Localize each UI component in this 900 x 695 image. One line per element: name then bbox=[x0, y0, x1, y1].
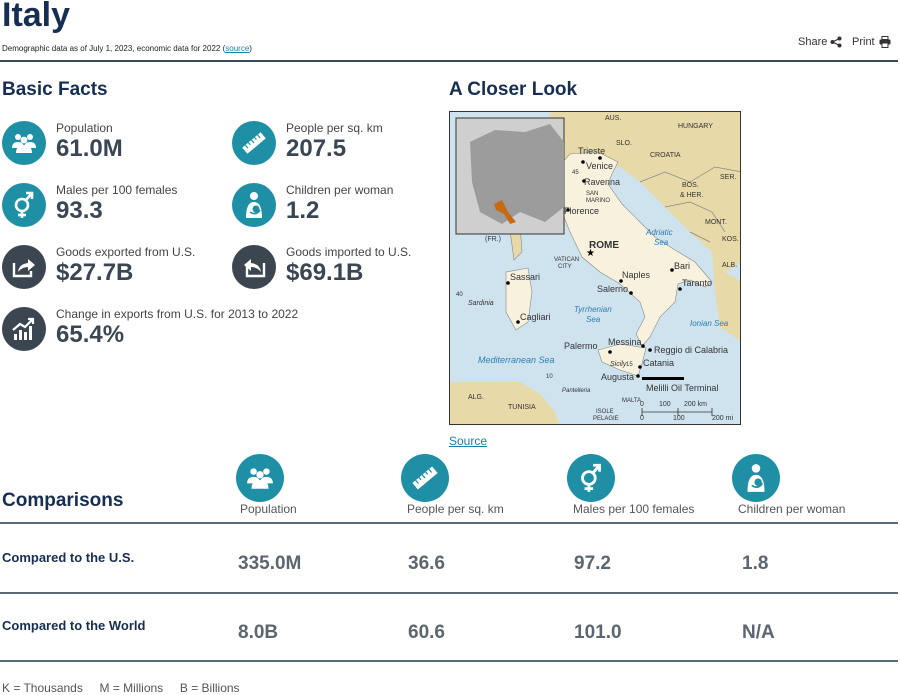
map-label-naples: Naples bbox=[622, 270, 651, 280]
table-divider bbox=[0, 592, 898, 594]
map-label-cagliari: Cagliari bbox=[520, 312, 551, 322]
map-label-city: CITY bbox=[558, 264, 572, 270]
map-grid-15: 15 bbox=[626, 362, 633, 368]
map-label-med: Mediterranean Sea bbox=[478, 355, 555, 365]
fact-value: 61.0M bbox=[56, 135, 123, 162]
map-scale-mi-100: 100 bbox=[673, 415, 685, 422]
map-label-fr: (FR.) bbox=[485, 236, 501, 243]
cell-us-density: 36.6 bbox=[408, 553, 445, 574]
fact-label: People per sq. km bbox=[286, 121, 383, 135]
column-header-density: People per sq. km bbox=[407, 502, 504, 516]
fact-value: 1.2 bbox=[286, 197, 320, 224]
share-label: Share bbox=[798, 36, 828, 48]
cell-world-density: 60.6 bbox=[408, 622, 445, 643]
fact-population bbox=[2, 121, 123, 165]
map-scale-mi-0: 0 bbox=[640, 415, 644, 422]
map-label-venice: Venice bbox=[586, 161, 614, 171]
fact-imports bbox=[232, 245, 411, 289]
header-divider bbox=[0, 60, 898, 62]
page-subtitle bbox=[2, 44, 252, 53]
map-label-florence: Florence bbox=[564, 206, 600, 216]
people-icon bbox=[2, 121, 46, 165]
map-label-aus: AUS. bbox=[605, 115, 622, 122]
ruler-icon bbox=[232, 121, 276, 165]
map-scale-km-200: 200 km bbox=[684, 401, 707, 408]
subtitle-text: Demographic data as of July 1, 2023, economic data for 2022 ( bbox=[2, 44, 226, 53]
table-divider bbox=[0, 660, 898, 662]
map-label-ravenna: Ravenna bbox=[584, 177, 621, 187]
table-divider bbox=[0, 522, 898, 524]
map-label-sicily: Sicily bbox=[610, 361, 627, 368]
fact-value: $69.1B bbox=[286, 259, 364, 286]
column-header-fertility: Children per woman bbox=[738, 502, 846, 516]
subtitle-source-link[interactable]: source bbox=[225, 44, 250, 53]
map-label-salerno: Salerno bbox=[597, 284, 629, 294]
fact-label: Population bbox=[56, 121, 113, 135]
map-label-pelagie: PELAGIE bbox=[593, 416, 619, 422]
map-label-catania: Catania bbox=[643, 358, 675, 368]
map-label-tyrrhenian-sea: Sea bbox=[586, 315, 601, 324]
map-label-san: SAN bbox=[586, 191, 599, 197]
cell-world-fertility: N/A bbox=[742, 622, 775, 643]
fact-density bbox=[232, 121, 383, 165]
fact-exports bbox=[2, 245, 195, 289]
map-scale-mi-200: 200 mi bbox=[712, 415, 734, 422]
map-label-croatia: CROATIA bbox=[650, 152, 681, 159]
fact-label: Change in exports from U.S. for 2013 to 2022 bbox=[56, 307, 299, 321]
mother-child-icon bbox=[732, 454, 780, 502]
map-label-mont: MONT. bbox=[705, 219, 727, 226]
map-label-taranto: Taranto bbox=[682, 278, 713, 288]
cell-us-fertility: 1.8 bbox=[742, 553, 769, 574]
map-label-rome: ROME bbox=[589, 240, 619, 251]
map-label-adriatic: Adriatic bbox=[646, 228, 673, 237]
map-scale-km-0: 0 bbox=[640, 401, 644, 408]
print-label: Print bbox=[852, 36, 875, 48]
country-map bbox=[449, 111, 741, 425]
cell-us-sex-ratio: 97.2 bbox=[574, 553, 611, 574]
fact-export-change bbox=[2, 307, 298, 351]
map-label-slo: SLO. bbox=[616, 140, 632, 147]
svg-text:★: ★ bbox=[586, 248, 595, 259]
map-label-ser: SER. bbox=[720, 174, 737, 181]
fact-label: Males per 100 females bbox=[56, 183, 178, 197]
map-label-isole: ISOLE bbox=[596, 409, 614, 415]
basic-facts-heading: Basic Facts bbox=[2, 79, 108, 100]
map-label-hungary: HUNGARY bbox=[678, 123, 713, 130]
comparisons-heading: Comparisons bbox=[2, 490, 124, 511]
fact-value: $27.7B bbox=[56, 259, 134, 286]
gender-icon bbox=[567, 454, 615, 502]
map-label-tunisia: TUNISIA bbox=[508, 404, 536, 411]
fact-value: 93.3 bbox=[56, 197, 103, 224]
fact-sex-ratio bbox=[2, 183, 177, 227]
map-label-alb: ALB. bbox=[722, 262, 738, 269]
printer-icon bbox=[879, 36, 891, 48]
cell-world-population: 8.0B bbox=[238, 622, 279, 643]
map-label-melilli: Melilli Oil Terminal bbox=[646, 383, 719, 393]
map-grid-40: 40 bbox=[456, 292, 463, 298]
map-label-messina: Messina bbox=[608, 337, 642, 347]
page-title: Italy bbox=[2, 0, 71, 34]
export-icon bbox=[2, 245, 46, 289]
map-label-tyrrhenian: Tyrrhenian bbox=[574, 305, 612, 314]
map-label-bos: BOS. bbox=[682, 182, 699, 189]
fact-fertility bbox=[232, 183, 393, 227]
fact-label: Goods imported to U.S. bbox=[286, 245, 412, 259]
map-label-sardinia: Sardinia bbox=[468, 300, 494, 307]
map-label-kos: KOS. bbox=[722, 236, 739, 243]
map-label-vatican: VATICAN bbox=[554, 257, 580, 263]
mother-child-icon bbox=[232, 183, 276, 227]
map-scale-km-100: 100 bbox=[659, 401, 671, 408]
fact-value: 65.4% bbox=[56, 321, 125, 348]
share-icon bbox=[830, 36, 842, 48]
map-label-alg: ALG. bbox=[468, 394, 484, 401]
map-label-augusta: Augusta bbox=[601, 372, 635, 382]
cell-us-population: 335.0M bbox=[238, 553, 302, 574]
map-label-bari: Bari bbox=[674, 261, 691, 271]
map-label-adriatic-sea: Sea bbox=[654, 238, 669, 247]
units-legend: K = Thousands M = Millions B = Billions bbox=[2, 681, 240, 695]
map-source-link[interactable]: Source bbox=[449, 434, 488, 448]
column-header-population: Population bbox=[240, 502, 297, 516]
ruler-icon bbox=[401, 454, 449, 502]
map-grid-45: 45 bbox=[572, 170, 579, 176]
closer-look-heading: A Closer Look bbox=[449, 79, 578, 100]
map-grid-10: 10 bbox=[546, 374, 553, 380]
map-label-her: & HER. bbox=[680, 192, 704, 199]
cell-world-sex-ratio: 101.0 bbox=[574, 622, 622, 643]
map-label-ionian: Ionian Sea bbox=[690, 319, 729, 328]
fact-label: Children per woman bbox=[286, 183, 394, 197]
people-icon bbox=[236, 454, 284, 502]
map-label-pantelleria: Pantelleria bbox=[562, 388, 591, 394]
column-header-sex-ratio: Males per 100 females bbox=[573, 502, 695, 516]
row-label-world: Compared to the World bbox=[2, 618, 146, 633]
import-icon bbox=[232, 245, 276, 289]
map-label-trieste: Trieste bbox=[578, 146, 606, 156]
map-label-marino: MARINO bbox=[586, 198, 610, 204]
print-button[interactable] bbox=[852, 36, 891, 48]
fact-label: Goods exported from U.S. bbox=[56, 245, 196, 259]
growth-chart-icon bbox=[2, 307, 46, 351]
gender-icon bbox=[2, 183, 46, 227]
subtitle-close: ) bbox=[249, 44, 252, 53]
map-label-sassari: Sassari bbox=[510, 272, 541, 282]
map-label-palermo: Palermo bbox=[564, 341, 598, 351]
map-label-reggio: Reggio di Calabria bbox=[654, 345, 729, 355]
row-label-us: Compared to the U.S. bbox=[2, 550, 135, 565]
fact-value: 207.5 bbox=[286, 135, 347, 162]
map-label-malta: MALTA bbox=[622, 398, 642, 404]
share-button[interactable] bbox=[798, 36, 842, 48]
